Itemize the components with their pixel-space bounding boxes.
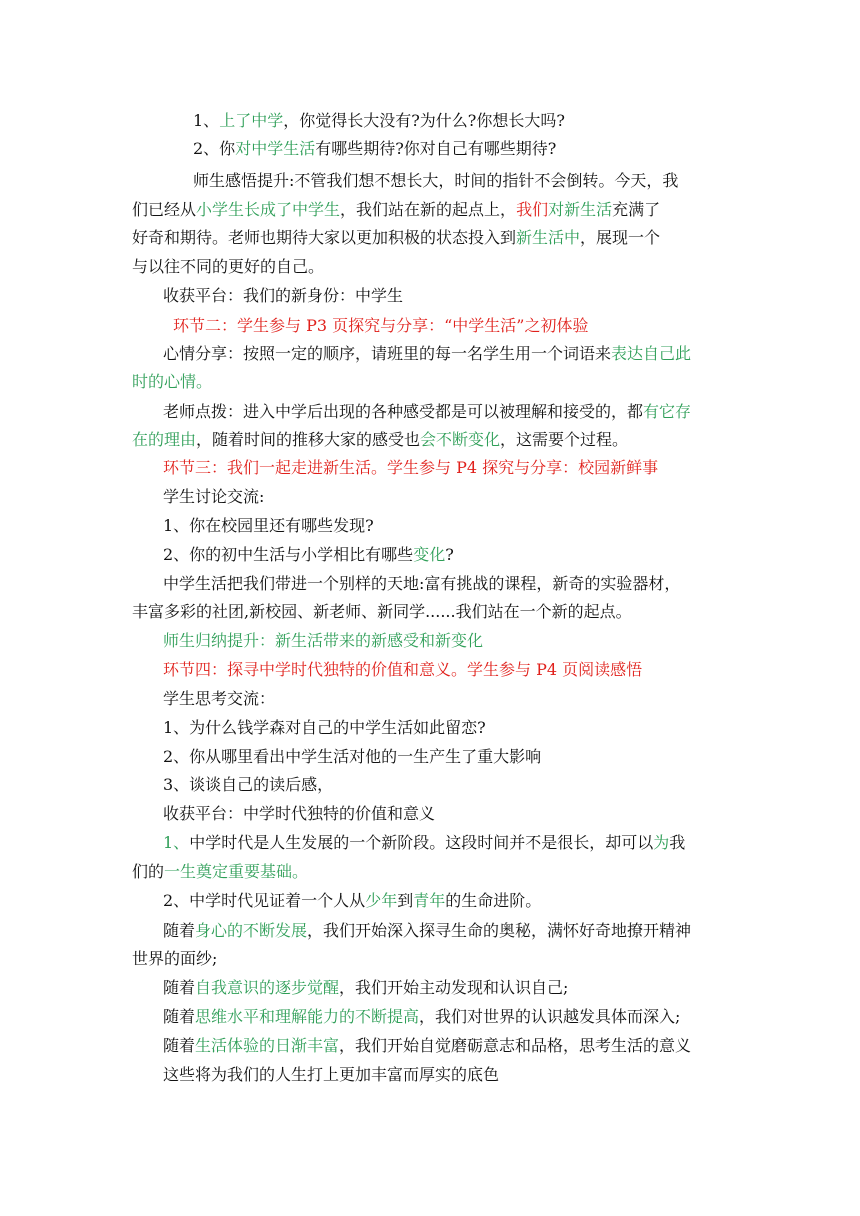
text-run: ，我们开始自觉磨砺意志和品格，思考生活的意义 xyxy=(339,1036,692,1055)
text-run: 3、谈谈自己的读后感， xyxy=(163,775,334,794)
green-text-run: 1、 xyxy=(163,833,190,852)
section-heading xyxy=(163,457,658,479)
paragraph-line xyxy=(132,601,632,623)
green-text-run: 为 xyxy=(653,833,670,852)
text-run: 师生感悟提升:不管我们想不想长大，时间的指针不会倒转。今天，我 xyxy=(193,171,679,190)
red-text-run: 环节三：我们一起走进新生活。学生参与 P4 探究与分享：校园新鲜事 xyxy=(163,458,659,477)
text-run: 我 xyxy=(669,833,686,852)
text-run: ，你觉得长大没有?为什么?你想长大吗? xyxy=(283,111,565,130)
paragraph-line xyxy=(163,486,264,508)
list-item xyxy=(163,515,374,537)
green-text-run: 对新生活 xyxy=(548,200,613,219)
question-line-2 xyxy=(193,138,556,160)
paragraph-line xyxy=(163,1006,680,1028)
paragraph-line xyxy=(163,573,680,595)
text-run: 2、你的初中生活与小学相比有哪些 xyxy=(163,545,414,564)
paragraph-line xyxy=(163,890,541,912)
paragraph-line xyxy=(163,401,691,423)
text-run: 2、你从哪里看出中学生活对他的一生产生了重大影响 xyxy=(163,747,542,766)
summary-heading xyxy=(163,630,483,652)
section-heading xyxy=(173,315,588,337)
green-text-run: 会不断变化 xyxy=(420,430,501,449)
green-text-run: 少年 xyxy=(365,891,398,910)
paragraph-line xyxy=(132,227,660,249)
red-text-run: 环节二：学生参与 P3 页探究与分享：“中学生活”之初体验 xyxy=(173,316,589,335)
paragraph-line xyxy=(163,832,685,854)
green-text-run: 小学生长成了 xyxy=(196,200,293,219)
text-run: 学生思考交流： xyxy=(163,689,276,708)
text-run: 2、你 xyxy=(193,139,236,158)
green-text-run: 表达自己此 xyxy=(611,344,692,363)
paragraph-line xyxy=(132,429,628,451)
list-item xyxy=(163,746,541,768)
text-run: 世界的面纱; xyxy=(132,949,218,968)
paragraph-line xyxy=(132,199,660,221)
green-text-run: 师生归纳提升：新生活带来的新感受和新变化 xyxy=(163,631,484,650)
section-heading xyxy=(163,659,642,681)
text-run: ，展现一个 xyxy=(580,228,661,247)
text-run: 中学生活把我们带进一个别样的天地:富有挑战的课程，新奇的实验器材， xyxy=(163,574,681,593)
green-text-run: 身心的不断发展 xyxy=(195,921,308,940)
green-text-run: 变化 xyxy=(413,545,446,564)
text-run: 随着 xyxy=(163,1007,196,1026)
text-run: 这些将为我们的人生打上更加丰富而厚实的底色 xyxy=(163,1065,500,1084)
paragraph-line xyxy=(132,861,308,883)
text-run: 中学时代是人生发展的一个新阶段。这段时间并不是很长，却可以 xyxy=(189,833,654,852)
text-run: 1、你在校园里还有哪些发现? xyxy=(163,516,374,535)
text-run: ，这需要个过程。 xyxy=(500,430,629,449)
text-run: 心情分享：按照一定的顺序，请班里的每一名学生用一个词语来 xyxy=(163,344,612,363)
question-line-1 xyxy=(193,110,565,132)
text-run: ，我们站在新的起点上， xyxy=(340,200,517,219)
text-run: 1、 xyxy=(193,111,220,130)
green-text-run: 中学生 xyxy=(292,200,341,219)
text-run: ，我们开始主动发现和认识自己; xyxy=(339,978,569,997)
green-text-run: 一生奠定重要基础。 xyxy=(164,862,309,881)
list-item xyxy=(163,717,486,739)
text-run: 随着 xyxy=(163,978,196,997)
text-run: ，随着时间的推移大家的感受也 xyxy=(196,430,421,449)
red-text-run: 我们 xyxy=(516,200,549,219)
harvest-heading xyxy=(163,285,403,307)
text-run: 们的 xyxy=(132,862,165,881)
text-run: 有哪些期待?你对自己有哪些期待? xyxy=(315,139,557,158)
text-run: 随着 xyxy=(163,1036,196,1055)
text-run: 充满了 xyxy=(612,200,661,219)
green-text-run: 新生活中 xyxy=(516,228,581,247)
text-run: ，我们对世界的认识越发具体而深入; xyxy=(419,1007,681,1026)
text-run: 收获平台：中学时代独特的价值和意义 xyxy=(163,804,436,823)
list-item xyxy=(163,774,333,796)
green-text-run: 时的心情。 xyxy=(132,372,213,391)
text-run: 学生讨论交流: xyxy=(163,487,265,506)
paragraph-line xyxy=(163,688,275,710)
paragraph-line xyxy=(163,343,691,365)
text-run: 随着 xyxy=(163,921,196,940)
text-run: 1、为什么钱学森对自己的中学生活如此留恋? xyxy=(163,718,486,737)
paragraph-line xyxy=(132,948,217,970)
text-run: 的生命进阶。 xyxy=(445,891,542,910)
text-run: 到 xyxy=(397,891,414,910)
text-run: 老师点拨：进入中学后出现的各种感受都是可以被理解和接受的，都 xyxy=(163,402,644,421)
red-text-run: 环节四：探寻中学时代独特的价值和意义。学生参与 P4 页阅读感悟 xyxy=(163,660,643,679)
text-run: ，我们开始深入探寻生命的奥秘，满怀好奇地撩开精神 xyxy=(307,921,692,940)
green-text-run: 对中学生活 xyxy=(235,139,316,158)
green-text-run: 有它存 xyxy=(643,402,692,421)
text-run: 与以往不同的更好的自己。 xyxy=(132,257,325,276)
paragraph-line xyxy=(132,371,212,393)
paragraph-line xyxy=(163,920,691,942)
text-run: 丰富多彩的社团,新校园、新老师、新同学......我们站在一个新的起点。 xyxy=(132,602,632,621)
harvest-heading xyxy=(163,803,435,825)
paragraph-line xyxy=(132,256,324,278)
green-text-run: 上了中学 xyxy=(219,111,284,130)
text-run: 收获平台：我们的新身份：中学生 xyxy=(163,286,404,305)
green-text-run: 思维水平和理解能力的不断提高 xyxy=(195,1007,420,1026)
text-run: 2、中学时代见证着一个人从 xyxy=(163,891,366,910)
paragraph-line xyxy=(193,170,678,192)
paragraph-line xyxy=(163,977,568,999)
text-run: ? xyxy=(445,545,454,564)
text-run: 好奇和期待。老师也期待大家以更加积极的状态投入到 xyxy=(132,228,517,247)
text-run: 们已经从 xyxy=(132,200,197,219)
green-text-run: 青年 xyxy=(413,891,446,910)
paragraph-line xyxy=(163,1035,691,1057)
green-text-run: 自我意识的逐步觉醒 xyxy=(195,978,340,997)
paragraph-line xyxy=(163,1064,499,1086)
green-text-run: 生活体验的日渐丰富 xyxy=(195,1036,340,1055)
list-item xyxy=(163,544,454,566)
green-text-run: 在的理由 xyxy=(132,430,197,449)
